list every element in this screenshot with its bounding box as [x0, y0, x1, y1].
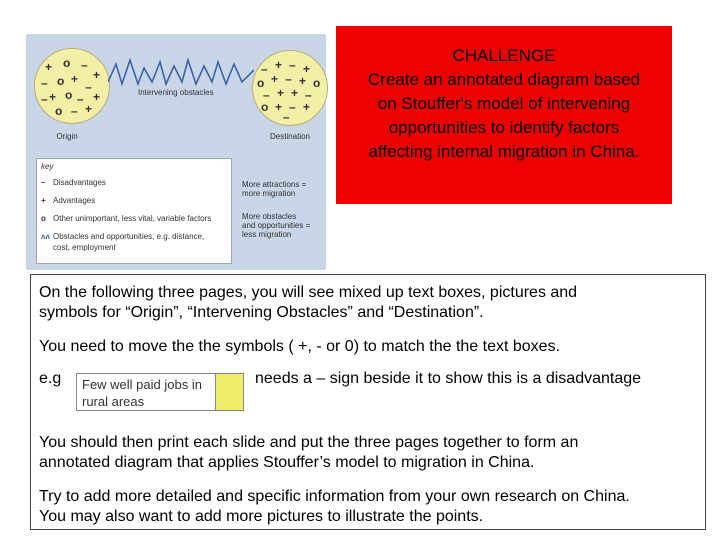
key-symbol: o [41, 214, 46, 223]
challenge-line: on Stouffer's model of intervening [377, 94, 631, 113]
destination-sign: – [261, 62, 268, 76]
obstacles-note [242, 212, 322, 240]
origin-label: Origin [56, 132, 78, 141]
destination-sign: + [303, 62, 311, 76]
origin-sign: o [65, 88, 73, 102]
key-symbol: – [41, 178, 46, 187]
destination-sign: – [289, 58, 296, 72]
note-line: more migration [242, 189, 296, 199]
destination-sign: – [263, 88, 270, 102]
destination-sign: – [285, 72, 292, 86]
destination-sign: – [305, 88, 312, 102]
origin-sign: o [55, 104, 63, 118]
key-item [41, 197, 95, 206]
note-line: More attractions = [242, 180, 307, 189]
instruction-line: Try to add more detailed and specific information from your own research on China. [39, 488, 630, 505]
origin-sign: – [41, 76, 48, 90]
destination-sign: + [275, 100, 283, 114]
challenge-box [336, 26, 672, 204]
key-text: Advantages [53, 196, 96, 205]
key-symbol: + [41, 196, 46, 205]
instruction-line: You should then print each slide and put the three pages together to form an [39, 434, 579, 451]
challenge-line: Create an annotated diagram based [367, 70, 641, 89]
instruction-line: You may also want to add more pictures to illustrate the points. [39, 508, 484, 525]
key-item [41, 215, 211, 224]
instruction-line: You need to move the the symbols ( +, - or 0) to match the the text boxes. [39, 338, 561, 355]
instruction-line: symbols for “Origin”, “Intervening Obstacles” and “Destination”. [39, 304, 484, 321]
stouffer-model-diagram [26, 34, 326, 270]
key-text: Disadvantages [53, 178, 106, 187]
destination-sign: – [289, 100, 296, 114]
key-title: key [41, 162, 54, 171]
origin-circle [34, 48, 110, 124]
origin-sign: + [85, 102, 93, 116]
destination-sign: o [261, 100, 269, 114]
instruction-line: annotated diagram that applies Stouffer’s model to migration in China. [39, 454, 535, 471]
destination-sign: + [303, 100, 311, 114]
origin-sign: – [71, 104, 78, 118]
destination-circle [252, 50, 328, 126]
destination-sign: + [291, 86, 299, 100]
challenge-heading: CHALLENGE [452, 46, 556, 65]
key-symbol: ᴧᴧ [41, 232, 50, 241]
destination-sign: + [277, 86, 285, 100]
destination-sign: o [257, 76, 265, 90]
origin-sign: + [93, 68, 101, 82]
origin-sign: o [57, 74, 65, 88]
example-text-box[interactable]: Few well paid jobs in rural areas [76, 373, 216, 411]
origin-sign: – [77, 92, 84, 106]
key-text: Other unimportant, less vital, variable factors [53, 214, 212, 223]
origin-sign: + [45, 60, 53, 74]
key-item [41, 233, 204, 242]
note-line: and opportunities = [242, 221, 311, 231]
destination-sign: – [283, 110, 290, 124]
example-prefix: e.g [39, 370, 62, 387]
note-line: less migration [242, 230, 292, 240]
key-item [41, 179, 106, 188]
origin-sign: + [93, 90, 101, 104]
diagram-key [36, 158, 232, 264]
note-line: More obstacles [242, 212, 297, 221]
origin-sign: + [49, 90, 57, 104]
obstacles-label: Intervening obstacles [138, 88, 214, 97]
origin-sign: – [81, 58, 88, 72]
origin-sign: – [85, 80, 92, 94]
destination-sign: + [299, 74, 307, 88]
destination-sign: + [271, 72, 279, 86]
instruction-line: On the following three pages, you will see mixed up text boxes, pictures and [39, 284, 578, 301]
destination-label: Destination [269, 132, 311, 141]
origin-sign: + [71, 72, 79, 86]
key-text: cost, employment [53, 243, 116, 252]
example-suffix: needs a – sign beside it to show this is a disadvantage [255, 370, 642, 387]
challenge-line: affecting internal migration in China. [368, 142, 640, 161]
challenge-line: opportunities to identify factors [388, 118, 620, 137]
destination-sign: o [313, 76, 321, 90]
origin-sign: – [41, 92, 48, 106]
key-text: Obstacles and opportunities, e.g. distance, [53, 232, 205, 241]
attractions-note [242, 180, 322, 198]
key-item [41, 244, 116, 253]
destination-sign: + [275, 58, 283, 72]
origin-sign: o [63, 56, 71, 70]
